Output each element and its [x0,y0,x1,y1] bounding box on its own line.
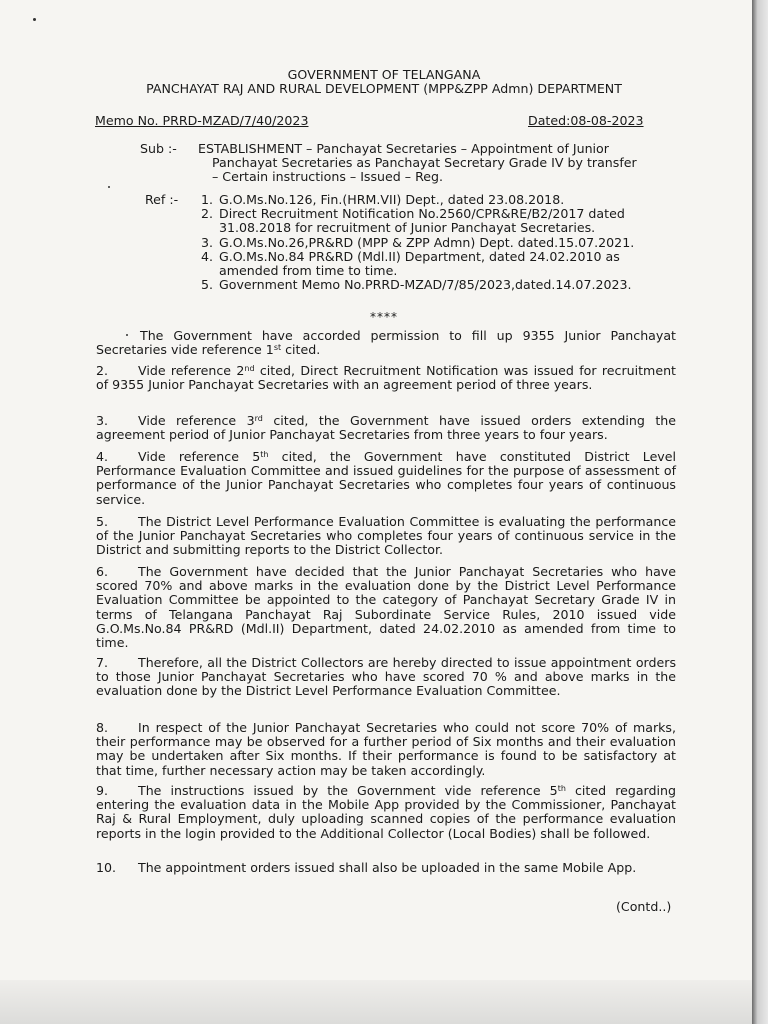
subject-line: ESTABLISHMENT – Panchayat Secretaries – Appointment of Junior [198,141,609,156]
reference-line: G.O.Ms.No.84 PR&RD (Mdl.II) Department, dated 24.02.2010 as [219,248,620,264]
reference-label: Ref :- [145,192,179,207]
reference-number: 3. [201,234,214,250]
paragraph-number: 8. [96,720,109,735]
paragraph-text: The instructions issued by the Government vide reference 5 [138,783,558,798]
reference-item [201,193,691,207]
ordinal-suffix: nd [244,364,255,373]
reference-number: 1. [201,192,214,207]
memo-date: Dated:08-08-2023 [528,113,644,128]
paragraph-text: cited. [281,342,321,358]
reference-line: Direct Recruitment Notification No.2560/CPR&RE/B2/2017 dated [219,206,625,222]
paragraph-text: cited regarding entering the evaluation data in the Mobile App provided by the Commissioner, Panchayat Raj & Rural Employment, duly uploading scanned copies of the performance evaluation reports in the login provided to the Additional Collector (Local Bodies) shall be followed. [96,783,676,841]
paragraph-text: cited, Direct Recruitment Notification was issued for recruitment of 9355 Junior Panchayat Secretaries with an agreement period of three years. [96,363,676,393]
subject-line: – Certain instructions – Issued – Reg. [212,169,444,185]
paragraph-text: The District Level Performance Evaluation Committee is evaluating the performance of the Junior Panchayat Secretaries who completes four years of continuous service in the District and submitting reports to the District Collector. [96,514,676,558]
paragraph-text: Therefore, all the District Collectors are hereby directed to issue appointment orders to those Junior Panchayat Secretaries who have scored 70 % and above marks in the evaluation done by the District Level Performance Evaluation Committee. [96,655,676,699]
reference-line: G.O.Ms.No.126, Fin.(HRM.VII) Dept., dated 23.08.2018. [219,192,565,207]
reference-number: 5. [201,277,214,293]
paragraph-text: The Government have accorded permission to fill up 9355 Junior Panchayat Secretaries vide reference 1 [96,328,676,358]
paragraph-4 [96,450,676,507]
reference-item [201,207,691,235]
reference-line: Government Memo No.PRRD-MZAD/7/85/2023,dated.14.07.2023. [219,277,632,293]
paragraph-number: 9. [96,783,109,798]
reference-line: 31.08.2018 for recruitment of Junior Panchayat Secretaries. [219,220,596,236]
paragraph-number: 5. [96,514,109,529]
subject-line: Panchayat Secretaries as Panchayat Secretary Grade IV by transfer [212,155,637,171]
scan-speck [108,186,110,188]
separator-stars: **** [370,310,398,324]
paragraph-text: In respect of the Junior Panchayat Secretaries who could not score 70% of marks, their performance may be observed for a further period of Six months and their evaluation may be undertaken after Six months. If their performance is found to be satisfactory at that time, further necessary action may be taken accordingly. [96,720,676,778]
paragraph-2 [96,364,676,392]
ordinal-suffix: rd [254,414,263,423]
reference-item [201,250,691,278]
memo-number: Memo No. PRRD-MZAD/7/40/2023 [95,113,309,128]
ordinal-suffix: th [260,450,269,459]
paragraph-number: 2. [96,363,109,378]
paragraph-text: The Government have decided that the Junior Panchayat Secretaries who have scored 70% and above marks in the evaluation done by the District Level Performance Evaluation Committee be appointed to the category of Panchayat Secretary Grade IV in terms of Telangana Panchayat Raj Subordinate Service Rules, 2010 issued vide G.O.Ms.No.84 PR&RD (Mdl.II) Department, dated 24.02.2010 as amended from time to time. [96,564,676,651]
paragraph-5 [96,515,676,558]
subject-label: Sub :- [140,141,177,156]
paragraph-number: 10. [96,860,117,875]
paragraph-7 [96,656,676,699]
ordinal-suffix: st [273,343,282,353]
header-government: GOVERNMENT OF TELANGANA [287,67,481,82]
reference-line: G.O.Ms.No.26,PR&RD (MPP & ZPP Admn) Dept. dated.15.07.2021. [219,234,635,250]
paragraph-3 [96,414,676,442]
paragraph-1 [96,329,676,357]
paragraph-10 [96,861,676,875]
reference-number: 4. [201,248,214,264]
paragraph-text: The appointment orders issued shall also be uploaded in the same Mobile App. [138,860,637,875]
paragraph-text: Vide reference 5 [138,449,261,464]
scan-speck [33,18,36,21]
subject-text [198,142,673,185]
ordinal-suffix: th [557,784,566,793]
paragraph-number: 6. [96,564,109,579]
paragraph-8 [96,721,676,778]
paragraph-6 [96,565,676,650]
paragraph-text: Vide reference 3 [138,413,255,428]
scan-bottom-shadow [0,980,752,1024]
reference-item [201,278,691,292]
paragraph-number: 4. [96,449,109,464]
paragraph-number: 7. [96,655,109,670]
paragraph-text: cited, the Government have issued orders extending the agreement period of Junior Panchayat Secretaries from three years to four years. [96,413,676,443]
continued-note: (Contd..) [616,899,672,914]
paragraph-text: Vide reference 2 [138,363,245,378]
header-department: PANCHAYAT RAJ AND RURAL DEVELOPMENT (MPP&ZPP Admn) DEPARTMENT [146,81,622,96]
reference-number: 2. [201,206,214,222]
paragraph-text: cited, the Government have constituted District Level Performance Evaluation Committee and issued guidelines for the purpose of assessment of performance of the Junior Panchayat Secretaries who completes four years of continuous service. [96,449,677,507]
scan-page-edge [752,0,768,1024]
paragraph-number: 3. [96,413,109,428]
reference-line: amended from time to time. [219,263,398,279]
reference-item [201,236,691,250]
paragraph-9 [96,784,676,841]
reference-list [201,193,691,292]
